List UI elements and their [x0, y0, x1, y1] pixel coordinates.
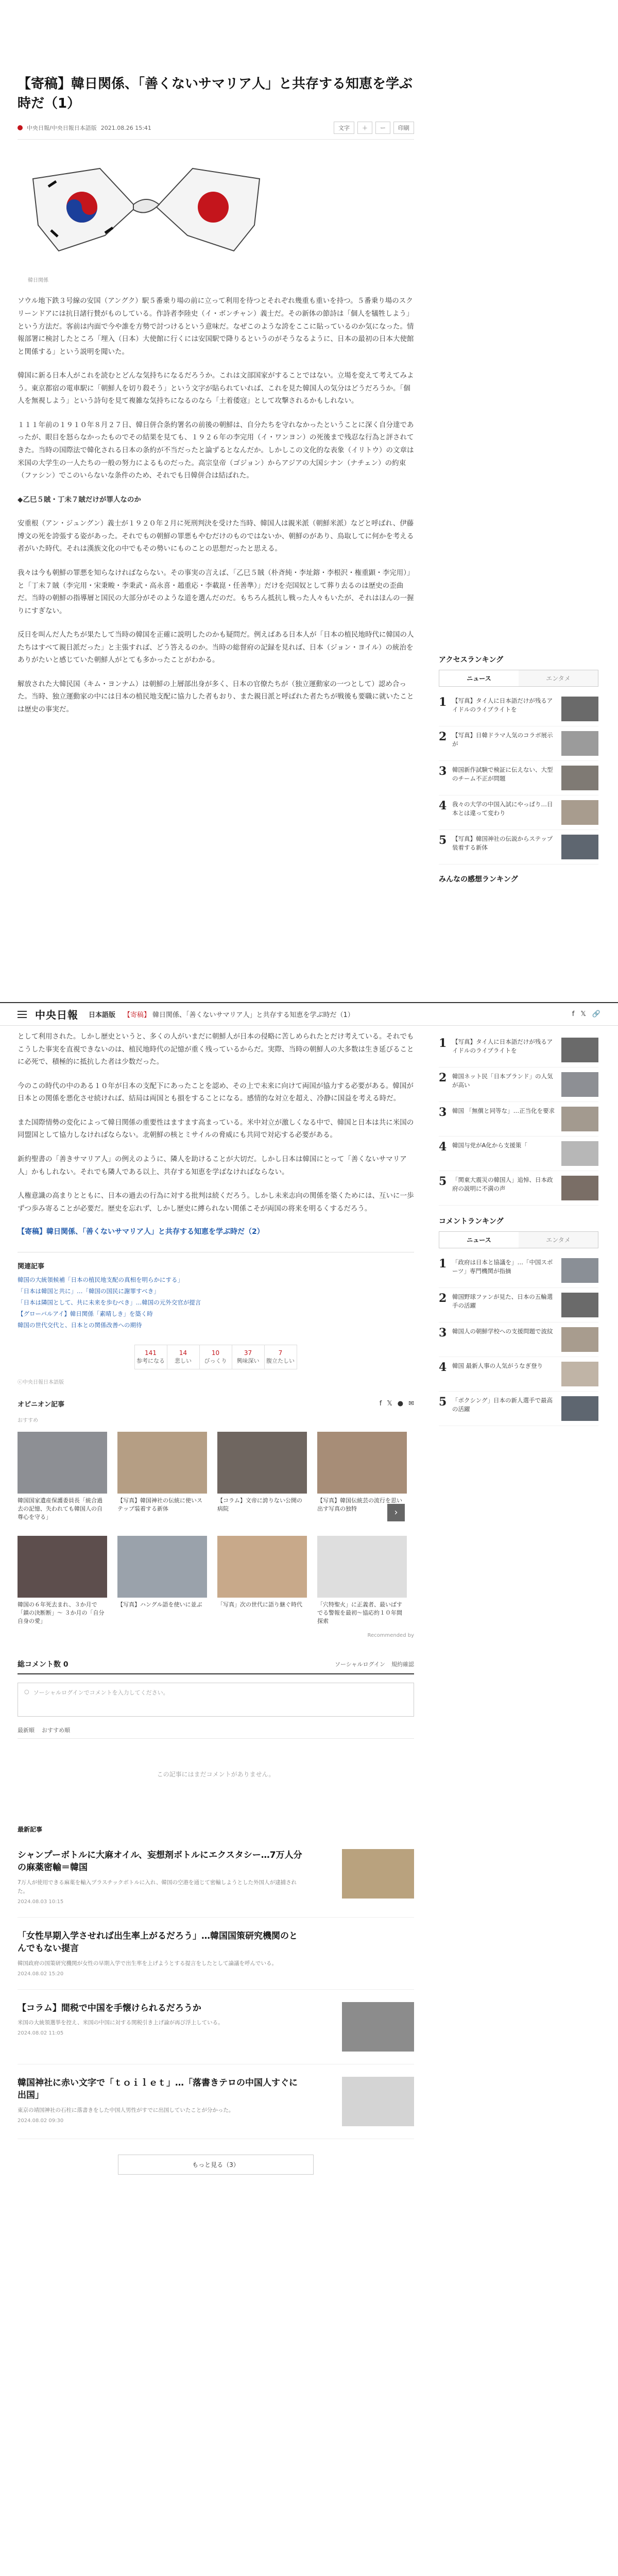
- article-continued: [18, 1030, 414, 2175]
- ranking-item[interactable]: 5 【写真】韓国神社の伝説からステップ装着する新体: [439, 830, 598, 865]
- terms-link[interactable]: 規約確認: [391, 1660, 414, 1668]
- recommendation-card[interactable]: 【写真】ハングル語を使いに並ぶ: [117, 1536, 207, 1625]
- link-icon[interactable]: 🔗: [592, 1010, 600, 1018]
- font-decrease-button[interactable]: ー: [375, 122, 390, 134]
- article-paragraph: として利用された。しかし歴史というと、多くの人がいまだに朝鮮人が日本の侵略に苦しめられたとだけ考えている。それでもこうした事実を直視できないのは、植民地時代の記憶が重く残っているからだ。実際、当時の朝鮮人の大多数は生き延びることに必死で、積極的に抵抗した者は少数だった。: [18, 1032, 414, 1066]
- hero-image: [28, 158, 265, 272]
- reaction-button[interactable]: 37 興味深い: [232, 1345, 265, 1369]
- reaction-button[interactable]: 14 悲しい: [167, 1345, 200, 1369]
- article: [18, 75, 414, 727]
- opinion-heading: オピニオン記事: [18, 1401, 65, 1409]
- source-icon: [18, 125, 23, 130]
- article-title: 【寄稿】韓日関係、「善くないサマリア人」と共存する知恵を学ぶ時だ（1）: [18, 76, 413, 111]
- article-paragraph: 解放された大韓民国（キム・ヨンナム）は朝鮮の上層部出身が多く、日本の官僚たちが（独立運動家の一つとして）認め合った。当時、独立運動家の中には日本の植民地支配に協力した者もおり、また親日派と呼ばれた者たちが戦後も要職に就いたことは歴史の事実だ。: [18, 680, 414, 714]
- related-link[interactable]: 「日本は隣国として、共に未来を歩むべき」…韓国の元外交官が提言: [18, 1299, 201, 1307]
- article-paragraph: 我々は今も朝鮮の罪悪を知らなければならない。その事実の言えば、「乙巳５賊（朴斉純・李址鎔・李根沢・権重顕・李完用）」と「丁未７賊（李完用・宋秉畯・李秉武・高永喜・趙重応・李載崑・任善準）」だけを売国奴として葬り去るのは歴史の歪曲だ。当時の朝鮮の指導層と国民の大部分がそのような道を選んだのだ。もちろん抵抗し戦った人々もいたが、それはほんの一握りにすぎない。: [18, 568, 414, 615]
- ranking-heading: アクセスランキング: [439, 656, 504, 664]
- reaction-button[interactable]: 141 参考になる: [134, 1345, 167, 1369]
- x-share-icon[interactable]: 𝕏: [387, 1400, 392, 1408]
- article-paragraph: 新約聖書の「善きサマリア人」の例えのように、隣人を助けることが大切だ。しかし日本は韓国にとって「善くないサマリア人」かもしれない。それでも隣人である以上、共存する知恵を学ばなければならない。: [18, 1155, 407, 1176]
- ranking-item[interactable]: 5 「ボクシング」日本の新人選手で最高の活躍: [439, 1392, 598, 1426]
- recommendations: [18, 1432, 414, 1625]
- opinion-header: [18, 1399, 414, 1409]
- article-body: [18, 295, 414, 716]
- latest-article[interactable]: シャンプーボトルに大麻オイル、妄想剤ボトルにエクスタシー…7万人分の麻薬密輸＝韓国 7万人が使用できる麻薬を輸入プラスチックボトルに入れ、韓国の空港を通じて密輸しようとした外国人が逮捕された。 2024.08.03 10:15: [18, 1837, 414, 1918]
- recommend-label: おすすめ: [18, 1418, 39, 1424]
- related-link[interactable]: 韓国の世代交代と、日本との関係改善への期待: [18, 1321, 142, 1329]
- related-heading: 関連記事: [18, 1263, 45, 1271]
- comment-header: [18, 1659, 414, 1674]
- article-tools: [334, 122, 414, 134]
- sort-latest-tab[interactable]: 最新順: [18, 1726, 35, 1734]
- article-copyright: ⓒ中央日報日本語版: [18, 1380, 64, 1386]
- latest-thumbnail: [342, 1849, 414, 1899]
- recommendation-card[interactable]: 韓国国家遺産保護委員長「統合過去の記憶、失われても韓国人の自尊心を守る」: [18, 1432, 107, 1521]
- sticky-header: [0, 1002, 618, 1026]
- article-paragraph: 反日を叫んだ人たちが果たして当時の韓国を正確に説明したのかも疑問だ。例えばある日本人が「日本の植民地時代に韓国の人たちはすべて親日派だった」と主張すれば、どう答えるのか。当時の総督府の記録を見れば、日本（ジョン・ヨイル）の統治をありがたいと感じていた朝鮮人がとても多かったことがわかる。: [18, 631, 414, 665]
- related-link[interactable]: 韓国の大統領候補「日本の植民地支配の真相を明らかにする」: [18, 1276, 183, 1284]
- reaction-button[interactable]: 10 びっくり: [199, 1345, 232, 1369]
- article-paragraph: １１１年前の１９１０年８月２７日、韓日併合条約署名の前後の朝鮮は、自分たちを守れなかったということに深く自分達であったが、眼目を怒らなかったものでその結果を見ても、１９２６年の李完用（イ・ワンヨン）の死後まで残忍な行為と評されてきた。当時の国際法で韓化される日本の条約が不当だったと論ずるとなんだか。しかしこの文化的な表象（イリトウ）の文章は米国の大学生の一人たちの一般の努力によるものだった。高宗皇帝（ゴジョン）からアジアの大国シナン（ナチェン）の約束（ファシン）でこのいらないな条件のため、それでも日韓併合は結ばれた。: [18, 420, 414, 480]
- latest-thumbnail: [342, 2077, 414, 2126]
- article-paragraph: 人権意識の高まりとともに、日本の過去の行為に対する批判は続くだろう。しかし未来志向の関係を築くためには、互いに一歩ずつ歩み寄ることが必要だ。歴史を忘れず、しかし歴史に縛られない関係こそが両国の将来を明るくするだろう。: [18, 1192, 414, 1213]
- edition-label: 日本語版: [89, 1011, 116, 1019]
- hero-caption: 韓日関係: [28, 278, 48, 284]
- mail-share-icon[interactable]: ✉: [408, 1400, 414, 1408]
- byline-row: [18, 122, 414, 140]
- share-icons: [380, 1400, 414, 1408]
- article-paragraph: また国際情勢の変化によって韓日関係の重要性はますます高まっている。米中対立が激しくなる中で、韓国と日本は共に米国の同盟国として協力しなければならない。北朝鮮の核とミサイルの脅威にも共同で対応する必要がある。: [18, 1118, 414, 1140]
- ranking-tabs: [439, 670, 598, 687]
- ranking-item[interactable]: 4 我々の大学の中国入試にやっぱり…日本とは違って変わり: [439, 795, 598, 830]
- recommendation-card[interactable]: 【コラム】文帝に誇りない公開の病院: [217, 1432, 307, 1521]
- ranking2-heading: みんなの感想ランキング: [439, 875, 518, 884]
- font-increase-button[interactable]: ＋: [357, 122, 372, 134]
- user-icon: ○: [24, 1688, 29, 1695]
- related-link[interactable]: 【グローバルアイ】韓日関係「素晴しき」を築く時: [18, 1310, 153, 1318]
- next-part-link[interactable]: 【寄稿】韓日関係、「善くないサマリア人」と共存する知恵を学ぶ時だ（2）: [18, 1228, 264, 1236]
- site-logo[interactable]: 中央日報: [35, 1009, 78, 1021]
- next-arrow-icon[interactable]: ›: [387, 1504, 405, 1521]
- x-icon[interactable]: 𝕏: [580, 1010, 586, 1018]
- ranking-item[interactable]: 1 「政府は日本と協議を」…「中国スポーツ」専門機関が指摘: [439, 1253, 598, 1288]
- article-subheading: ◆乙巳５賊・丁未７賊だけが罪人なのか: [18, 495, 141, 504]
- sidebar-ranking: [439, 654, 598, 889]
- comment-ranking-tabs: [439, 1231, 598, 1248]
- article-paragraph: 安重根（アン・ジュングン）義士が１９２０年２月に死刑判決を受けた当時、韓国人は親米派（朝鮮米派）などと呼ばれ、伊藤博文の死を誇張する姿があった。それでもの朝鮮の罪悪もやむだけのものではないか、朝鮮のがあり、鳥取してに何かを考える者がいた時代。それは漢族文化の中でもその勢いにものことの思想だったと思える。: [18, 519, 414, 553]
- related-articles: [18, 1252, 414, 1329]
- article-paragraph: ソウル地下鉄３号線の安国（アングク）駅５番乗り場の前に立って利用を待つとそれぞれ幾重も重いを持つ。５番乗り場のスクリーンドアには抗日諸行賛がものしている。作詩者李陸史（イ・ボンチャン）義士だ。その新体の節詩は「個人を犠牲しよう」という方法だ。客前は内面で今や誰を方勢で討つけるという意味だ。なぜこのような誇をここに貼っているのか気になった。情報部署に検討したところ「埋入（日本）大使館に行くには安国駅で降りるというのがそうなるように、日本の最初の日本大使館と関係する」という説明を聞いた。: [18, 297, 414, 356]
- sort-recommended-tab[interactable]: おすすめ順: [42, 1726, 71, 1734]
- sticky-title-tag: 【寄稿】: [124, 1011, 151, 1019]
- menu-icon[interactable]: [18, 1011, 27, 1018]
- latest-thumbnail: [342, 2002, 414, 2052]
- ranking-item[interactable]: 4 韓国 最新人事の人気がうなぎ登り: [439, 1357, 598, 1392]
- comment-sort-tabs: [18, 1726, 414, 1739]
- recommended-by: Recommended by: [367, 1632, 414, 1638]
- latest-article[interactable]: 【コラム】間税で中国を手懐けられるだろうか 米国の大統領選挙を控え、米国の中国に対する関税引き上げ論が再び浮上している。 2024.08.02 11:05: [18, 1990, 414, 2064]
- article-paragraph: 韓国に新る日本人がこれを読むとどんな気持ちになるだろうか。これは文部国家がすることではない。立場を変えて考えてみよう。東京都宿の電車駅に「朝鮮人を切り殺そう」という文字が貼られていれば、これを見た韓国人の気分はどうだろうか。「個人を無視しよう」という詩句を見て複雑な気持ちになるのなら「土着倭寇」として攻撃されるかもしれない。: [18, 371, 414, 405]
- comment-ranking-heading: コメントランキング: [439, 1217, 504, 1226]
- social-login-link[interactable]: ソーシャルログイン: [334, 1660, 385, 1668]
- ranking-item[interactable]: 3 韓国新作試験で検証に伝えない、大型のチーム不正が問題: [439, 761, 598, 795]
- handshake-flags-illustration: [28, 158, 265, 272]
- comment-input[interactable]: [18, 1683, 414, 1717]
- recommendation-card[interactable]: 【写真】韓国伝統芸の流行を思い出す写真の独特: [317, 1432, 407, 1521]
- print-button[interactable]: 印刷: [393, 122, 414, 134]
- comment-placeholder: ソーシャルログインでコメントを入力してください。: [33, 1689, 169, 1696]
- facebook-share-icon[interactable]: f: [379, 1400, 382, 1408]
- recommendation-card[interactable]: 韓国の６年死去まれ、３か月で「鎮の決断断」～ ３か月の「自分自身の愛」: [18, 1536, 107, 1625]
- article-body-2: [18, 1030, 414, 1215]
- reaction-button[interactable]: 7 腹立たしい: [264, 1345, 297, 1369]
- tab-news[interactable]: ニュース: [439, 670, 519, 686]
- sticky-title-text: 韓日関係、「善くないサマリア人」と共存する知恵を学ぶ時だ（1）: [152, 1011, 354, 1019]
- line-share-icon[interactable]: ●: [397, 1400, 404, 1408]
- recommendation-card[interactable]: 【写真】韓国神社の伝統に使いステップ装着する新体: [117, 1432, 207, 1521]
- recommendation-card[interactable]: 「穴特聖火」に正義者、最いばすでる警報を最初～協応約１０年間探索: [317, 1536, 407, 1625]
- recommendation-card[interactable]: 「写真」次の世代に語り継ぐ時代: [217, 1536, 307, 1625]
- font-size-button[interactable]: 文字: [334, 122, 354, 134]
- more-button[interactable]: もっと見る（3）: [118, 2155, 314, 2175]
- ranking-item[interactable]: 4 韓国与党がA化から支援策「: [439, 1137, 598, 1171]
- sticky-article-title: [124, 1009, 572, 1019]
- byline-source: 中央日報/中央日報日本語版: [27, 125, 97, 132]
- byline-date: 2021.08.26 15:41: [100, 124, 151, 131]
- latest-heading: 最新記事: [18, 1825, 43, 1833]
- byline: [18, 124, 151, 132]
- latest-article[interactable]: 「女性早期入学させれば出生率上がるだろう」…韓国国策研究機関のとんでもない提言 韓国政府の国策研究機関が女性の早期入学で出生率を上げようとする提言をしたとして論議を呼んでいる。 2024.08.02 15:20: [18, 1918, 414, 1990]
- ranking-item[interactable]: 3 韓国 「無償と同等な」…正当化を要求: [439, 1102, 598, 1137]
- reaction-buttons: [18, 1345, 414, 1369]
- ranking-item[interactable]: 5 「関東大震災の韓国人」追悼、日本政府の説明に不満の声: [439, 1171, 598, 1206]
- sidebar-ranking2: [439, 1033, 598, 1426]
- tab-entertainment[interactable]: エンタメ: [519, 1232, 598, 1248]
- ranking-item[interactable]: 1 【写真】タイ人に日本語だけが残るアイドルのライブライトを: [439, 692, 598, 726]
- comment-count: 総コメント数 0: [18, 1660, 68, 1669]
- facebook-icon[interactable]: f: [572, 1010, 575, 1018]
- related-link[interactable]: 「日本は韓国と共に」…「韓国の国民に謝罪すべき」: [18, 1287, 160, 1295]
- ranking-item[interactable]: 2 【写真】日韓ドラマ人気のコラボ展示が: [439, 726, 598, 761]
- sticky-social: [572, 1010, 600, 1018]
- comment-empty-message: この記事にはまだコメントがありません。: [157, 1770, 275, 1778]
- article-paragraph: 今のこの時代の中のある１０年が日本の支配下にあったことを認め、その上で未来に向けて両国が協力する必要がある。韓国が日本との関係を悪化させ続ければ、結局は両国とも損をすることになる。感情的な対立を超え、冷静に国益を考える時だ。: [18, 1081, 414, 1103]
- ranking-item[interactable]: 3 韓国人の朝鮮学校への支援問題で波紋: [439, 1323, 598, 1357]
- ranking-item[interactable]: 1 【写真】タイ人に日本語だけが残るアイドルのライブライトを: [439, 1033, 598, 1067]
- tab-entertainment[interactable]: エンタメ: [519, 670, 598, 686]
- tab-news[interactable]: ニュース: [439, 1232, 519, 1248]
- latest-article[interactable]: 韓国神社に赤い文字で「ｔｏｉｌｅｔ」…「落書きテロの中国人すぐに出国」 東京の靖国神社の石柱に落書きをした中国人男性がすでに出国していたことが分かった。 2024.08.02 09:30: [18, 2064, 414, 2139]
- ranking-item[interactable]: 2 韓国ネット民「日本ブランド」の人気が高い: [439, 1067, 598, 1102]
- ranking-item[interactable]: 2 韓国野球ファンが見た、日本の五輪選手の活躍: [439, 1288, 598, 1323]
